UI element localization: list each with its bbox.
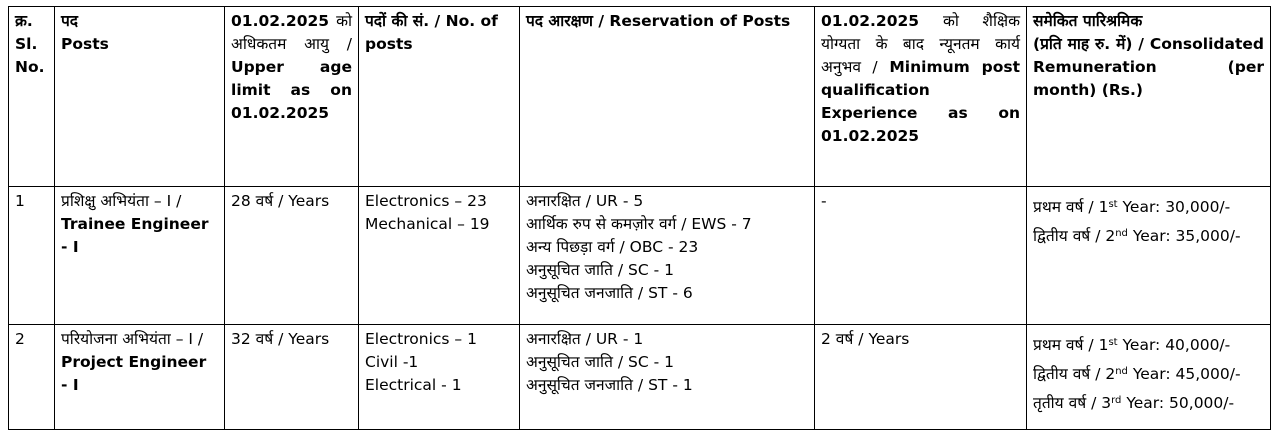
header-posts-hi: पद: [61, 12, 79, 30]
cell-reservation-line: अनुसूचित जाति / SC - 1: [526, 353, 674, 371]
cell-sl-no: 2: [9, 325, 55, 430]
header-rem-hi1: समेकित पारिश्रमिक: [1033, 12, 1143, 30]
header-num-en: No. of posts: [365, 12, 498, 53]
cell-posts-line: Electronics – 1: [365, 330, 477, 348]
cell-post: [55, 325, 225, 430]
header-age-en: Upper age limit as on 01.02.2025: [231, 58, 352, 122]
cell-posts-line: Mechanical – 19: [365, 215, 490, 233]
cell-remuneration-line: द्वितीय वर्ष / 2nd Year: 45,000/-: [1033, 365, 1241, 383]
cell-experience: 2 वर्ष / Years: [815, 325, 1027, 430]
table-row: [9, 325, 1271, 430]
cell-reservation-line: अनारक्षित / UR - 1: [526, 330, 644, 348]
table-row: [9, 187, 1271, 325]
cell-age: 32 वर्ष / Years: [225, 325, 359, 430]
cell-post-hi: प्रशिक्षु अभियंता – I /: [61, 192, 182, 210]
posts-table: [8, 6, 1271, 430]
header-sl-hi: क्र.: [15, 12, 33, 30]
header-sl-no: [9, 7, 55, 187]
cell-reservation-line: अनुसूचित जाति / SC - 1: [526, 261, 674, 279]
cell-reservation-line: अनुसूचित जनजाति / ST - 6: [526, 284, 693, 302]
cell-remuneration-line: तृतीय वर्ष / 3rd Year: 50,000/-: [1033, 394, 1235, 412]
header-exp-hi: को शैक्षिक योग्यता के बाद न्यूनतम कार्य अनुभव /: [821, 12, 1020, 76]
header-exp-en: Minimum post qualification Experience as on 01.02.2025: [821, 58, 1020, 145]
header-rem-en: Consolidated Remuneration (per month) (Rs.): [1033, 35, 1264, 99]
header-experience: [815, 7, 1027, 187]
cell-sl-no: 1: [9, 187, 55, 325]
cell-reservation: [520, 187, 815, 325]
cell-post-en: Project Engineer - I: [61, 353, 207, 394]
cell-remuneration: [1027, 187, 1271, 325]
cell-reservation-line: अन्य पिछड़ा वर्ग / OBC - 23: [526, 238, 699, 256]
header-res-en: Reservation of Posts: [609, 12, 791, 30]
header-remuneration: [1027, 7, 1271, 187]
cell-posts: [359, 187, 520, 325]
cell-reservation-line: आर्थिक रुप से कमज़ोर वर्ग / EWS - 7: [526, 215, 752, 233]
cell-remuneration-line: प्रथम वर्ष / 1st Year: 30,000/-: [1033, 198, 1231, 216]
cell-post-hi: परियोजना अभियंता – I /: [61, 330, 204, 348]
header-rem-hi2: (प्रति माह रु. में) /: [1033, 35, 1144, 53]
header-age-date: 01.02.2025: [231, 12, 330, 30]
cell-posts: [359, 325, 520, 430]
cell-remuneration-line: प्रथम वर्ष / 1st Year: 40,000/-: [1033, 336, 1231, 354]
header-exp-date: 01.02.2025: [821, 12, 920, 30]
header-sl-en: Sl. No.: [15, 35, 45, 76]
cell-reservation: [520, 325, 815, 430]
cell-posts-line: Electronics – 23: [365, 192, 487, 210]
cell-remuneration: [1027, 325, 1271, 430]
header-posts-en: Posts: [61, 35, 109, 53]
cell-post: [55, 187, 225, 325]
header-row: [9, 7, 1271, 187]
header-no-of-posts: [359, 7, 520, 187]
header-res-hi: पद आरक्षण /: [526, 12, 604, 30]
header-age-hi: को अधिकतम आयु /: [231, 12, 352, 53]
header-num-hi: पदों की सं. /: [365, 12, 441, 30]
header-upper-age: [225, 7, 359, 187]
header-posts: [55, 7, 225, 187]
cell-age: 28 वर्ष / Years: [225, 187, 359, 325]
cell-posts-line: Civil -1: [365, 353, 419, 371]
header-reservation: [520, 7, 815, 187]
cell-experience: -: [815, 187, 1027, 325]
cell-reservation-line: अनारक्षित / UR - 5: [526, 192, 644, 210]
cell-remuneration-line: द्वितीय वर्ष / 2nd Year: 35,000/-: [1033, 227, 1241, 245]
cell-reservation-line: अनुसूचित जनजाति / ST - 1: [526, 376, 693, 394]
cell-post-en: Trainee Engineer - I: [61, 215, 209, 256]
cell-posts-line: Electrical - 1: [365, 376, 462, 394]
